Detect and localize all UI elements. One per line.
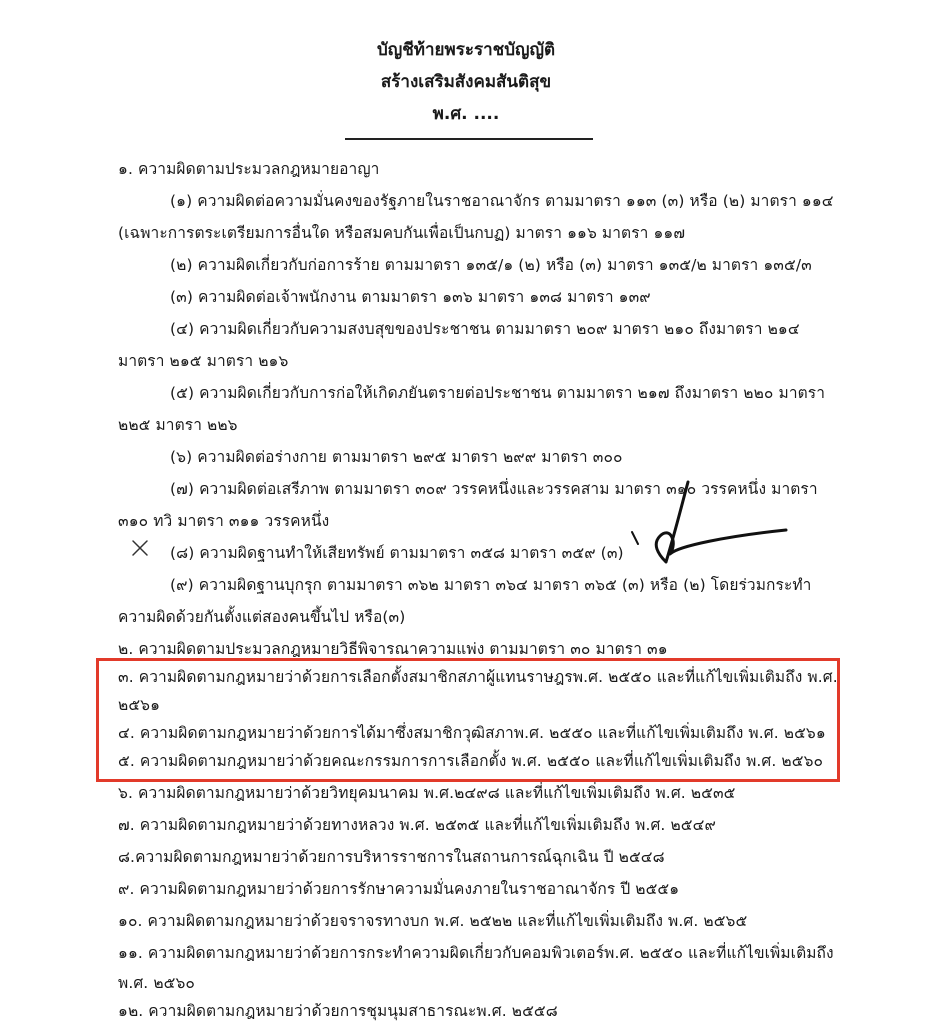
item-3: ๓. ความผิดตามกฎหมายว่าด้วยการเลือกตั้งสมาชิกสภาผู้แทนราษฎรพ.ศ. ๒๕๕๐ และที่แก้ไขเพิ่มเติมถึง พ.ศ. [118,668,838,686]
document-title-line-3: พ.ศ. .... [432,104,500,124]
item-1-sub-9: (๙) ความผิดฐานบุกรุก ตามมาตรา ๓๖๒ มาตรา ๓๖๔ มาตรา ๓๖๕ (๓) หรือ (๒) โดยร่วมกระทำ [170,576,812,594]
item-8: ๘.ความผิดตามกฎหมายว่าด้วยการบริหารราชการในสถานการณ์ฉุกเฉิน ปี ๒๕๔๘ [118,848,665,866]
highlight-box [96,658,840,782]
item-1-sub-6: (๖) ความผิดต่อร่างกาย ตามมาตรา ๒๙๕ มาตรา ๒๙๙ มาตรา ๓๐๐ [170,448,623,466]
item-1-sub-5-cont: ๒๒๕ มาตรา ๒๒๖ [118,416,238,434]
item-4: ๔. ความผิดตามกฎหมายว่าด้วยการได้มาซึ่งสมาชิกวุฒิสภาพ.ศ. ๒๕๕๐ และที่แก้ไขเพิ่มเติมถึง พ.ศ. ๒๕๖๑ [118,724,826,742]
item-1-sub-3: (๓) ความผิดต่อเจ้าพนักงาน ตามมาตรา ๑๓๖ มาตรา ๑๓๘ มาตรา ๑๓๙ [170,288,651,306]
item-6: ๖. ความผิดตามกฎหมายว่าด้วยวิทยุคมนาคม พ.ศ.๒๔๙๘ และที่แก้ไขเพิ่มเติมถึง พ.ศ. ๒๕๓๕ [118,784,736,802]
handwritten-x-mark [130,538,150,558]
item-7: ๗. ความผิดตามกฎหมายว่าด้วยทางหลวง พ.ศ. ๒๕๓๕ และที่แก้ไขเพิ่มเติมถึง พ.ศ. ๒๕๔๙ [118,816,716,834]
item-12: ๑๒. ความผิดตามกฎหมายว่าด้วยการชุมนุมสาธารณะพ.ศ. ๒๕๕๘ [118,1002,558,1020]
handwritten-signature-mark [618,474,788,574]
item-1-sub-8: (๘) ความผิดฐานทำให้เสียทรัพย์ ตามมาตรา ๓๕๘ มาตรา ๓๕๙ (๓) [170,544,624,562]
item-1-sub-9-cont: ความผิดด้วยกันตั้งแต่สองคนขึ้นไป หรือ(๓) [118,608,406,626]
document-title-line-1: บัญชีท้ายพระราชบัญญัติ [376,40,555,60]
document-title-line-2: สร้างเสริมสังคมสันติสุข [380,72,552,92]
item-11-cont: พ.ศ. ๒๕๖๐ [118,974,195,992]
item-3-cont: ๒๕๖๑ [118,696,161,714]
title-underline [345,138,593,140]
item-1-sub-7: (๗) ความผิดต่อเสรีภาพ ตามมาตรา ๓๐๙ วรรคหนึ่งและวรรคสาม มาตรา ๓๑๐ วรรคหนึ่ง มาตรา [170,480,818,498]
item-10: ๑๐. ความผิดตามกฎหมายว่าด้วยจราจรทางบก พ.ศ. ๒๕๒๒ และที่แก้ไขเพิ่มเติมถึง พ.ศ. ๒๕๖๕ [118,912,748,930]
item-1-sub-7-cont: ๓๑๐ ทวิ มาตรา ๓๑๑ วรรคหนึ่ง [118,512,330,530]
item-1-sub-1: (๑) ความผิดต่อความมั่นคงของรัฐภายในราชอาณาจักร ตามมาตรา ๑๑๓ (๓) หรือ (๒) มาตรา ๑๑๔ [170,192,834,210]
item-1-sub-2: (๒) ความผิดเกี่ยวกับก่อการร้าย ตามมาตรา ๑๓๕/๑ (๒) หรือ (๓) มาตรา ๑๓๕/๒ มาตรา ๑๓๕/๓ [170,256,812,274]
item-1-sub-4-cont: มาตรา ๒๑๕ มาตรา ๒๑๖ [118,352,289,370]
item-5: ๕. ความผิดตามกฎหมายว่าด้วยคณะกรรมการการเลือกตั้ง พ.ศ. ๒๕๕๐ และที่แก้ไขเพิ่มเติมถึง พ.ศ. ๒๕๖๐ [118,752,824,770]
item-1-heading: ๑. ความผิดตามประมวลกฎหมายอาญา [118,160,380,178]
item-1-sub-4: (๔) ความผิดเกี่ยวกับความสงบสุขของประชาชน ตามมาตรา ๒๐๙ มาตรา ๒๑๐ ถึงมาตรา ๒๑๔ [170,320,800,338]
item-9: ๙. ความผิดตามกฎหมายว่าด้วยการรักษาความมั่นคงภายในราชอาณาจักร ปี ๒๕๕๑ [118,880,680,898]
item-2: ๒. ความผิดตามประมวลกฎหมายวิธีพิจารณาความแพ่ง ตามมาตรา ๓๐ มาตรา ๓๑ [118,640,668,658]
item-11: ๑๑. ความผิดตามกฎหมายว่าด้วยการกระทำความผิดเกี่ยวกับคอมพิวเตอร์พ.ศ. ๒๕๕๐ และที่แก้ไขเพิ่มเติมถึง [118,944,834,962]
item-1-sub-1-cont: (เฉพาะการตระเตรียมการอื่นใด หรือสมคบกันเพื่อเป็นกบฏ) มาตรา ๑๑๖ มาตรา ๑๑๗ [118,224,686,242]
item-1-sub-5: (๕) ความผิดเกี่ยวกับการก่อให้เกิดภยันตรายต่อประชาชน ตามมาตรา ๒๑๗ ถึงมาตรา ๒๒๐ มาตรา [170,384,826,402]
